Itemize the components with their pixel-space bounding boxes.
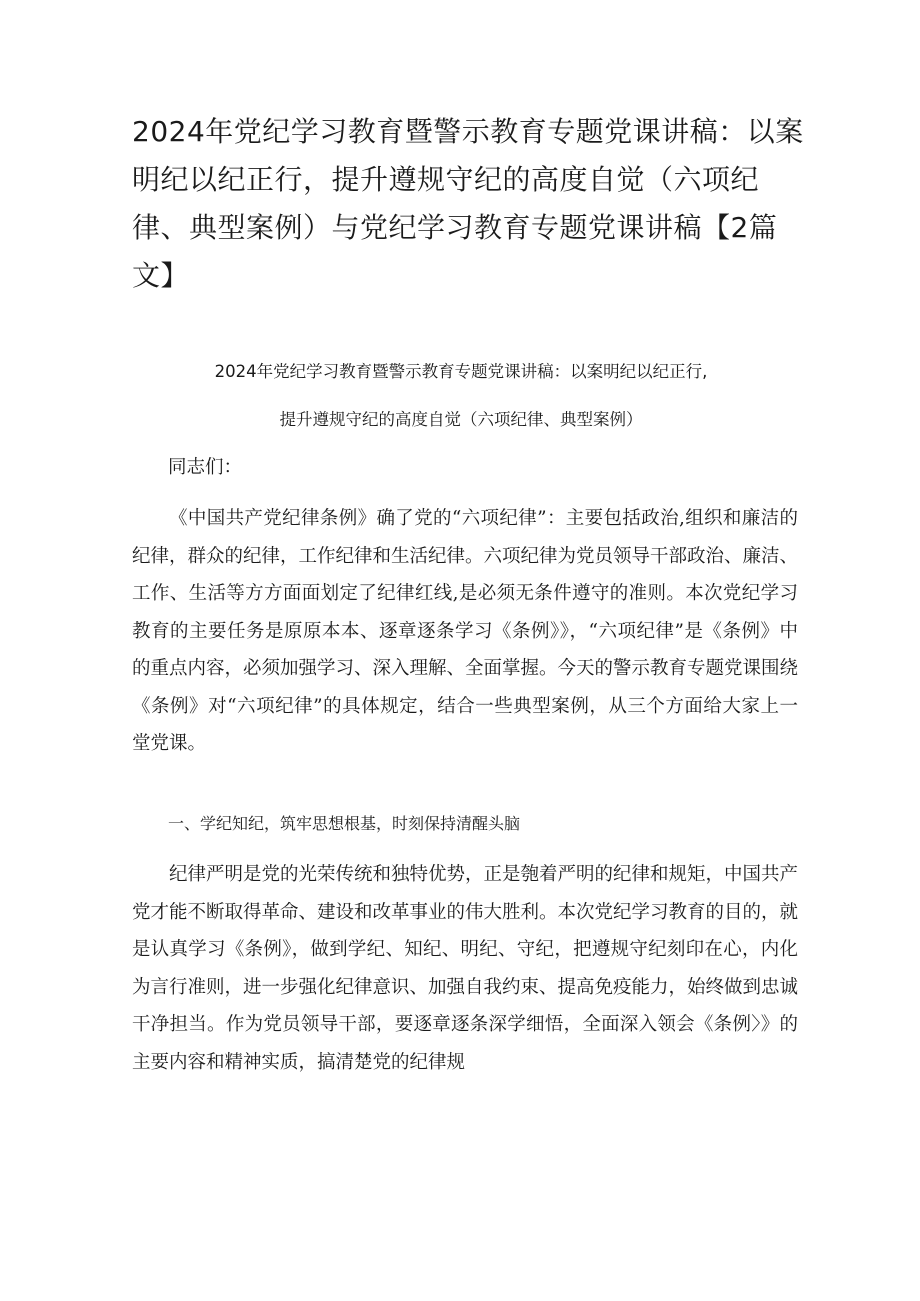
- body-paragraph-2: 纪律严明是党的光荣传统和独特优势，正是匏着严明的纪律和规矩，中国共产党才能不断取得革命、建设和改革事业的伟大胜利。本次党纪学习教育的目的，就是认真学习《条例》，做到学纪、知纪、明纪、守纪，把遵规守纪刻印在心，内化为言行准则，进一步强化纪律意识、加强自我约束、提高免疫能力，始终做到忠诚干净担当。作为党员领导干部，要逐章逐条深学细悟，全面深入领会《条例〉》的主要内容和精神实质，搞清楚党的纪律规: [132, 864, 799, 1073]
- section-heading-1: 一、学纪知纪，筑牢思想根基，时刻保持清醒头脑: [168, 814, 521, 833]
- document-title: 2024年党纪学习教育暨警示教育专题党课讲稿：以案明纪以纪正行，提升遵规守纪的高度自觉（六项纪律、典型案例）与党纪学习教育专题党课讲稿【2篇文】: [132, 115, 804, 292]
- subtitle-line-1: 2024年党纪学习教育暨警示教育专题党课讲稿：以案明纪以纪正行,: [214, 362, 708, 381]
- subtitle-line-2: 提升遵规守纪的高度自觉（六项纪律、典型案例）: [279, 410, 643, 429]
- body-paragraph-1: 《中国共产党纪律条例》确了党的“六项纪律”：主要包括政治,组织和廉洁的纪律，群众的纪律，工作纪律和生活纪律。六项纪律为党员领导干部政治、廉洁、工作、生活等方方面面划定了纪律红线,是必须无条件遵守的准则。本次党纪学习教育的主要任务是原原本本、逐章逐条学习《条例》》，“六项纪律”是《条例》中的重点内容，必须加强学习、深入理解、全面掌握。今天的警示教育专题党课围绕《条例》对“六项纪律”的具体规定，结合一些典型案例，从三个方面给大家上一堂党课。: [132, 508, 799, 754]
- salutation: 同志们：: [168, 457, 243, 478]
